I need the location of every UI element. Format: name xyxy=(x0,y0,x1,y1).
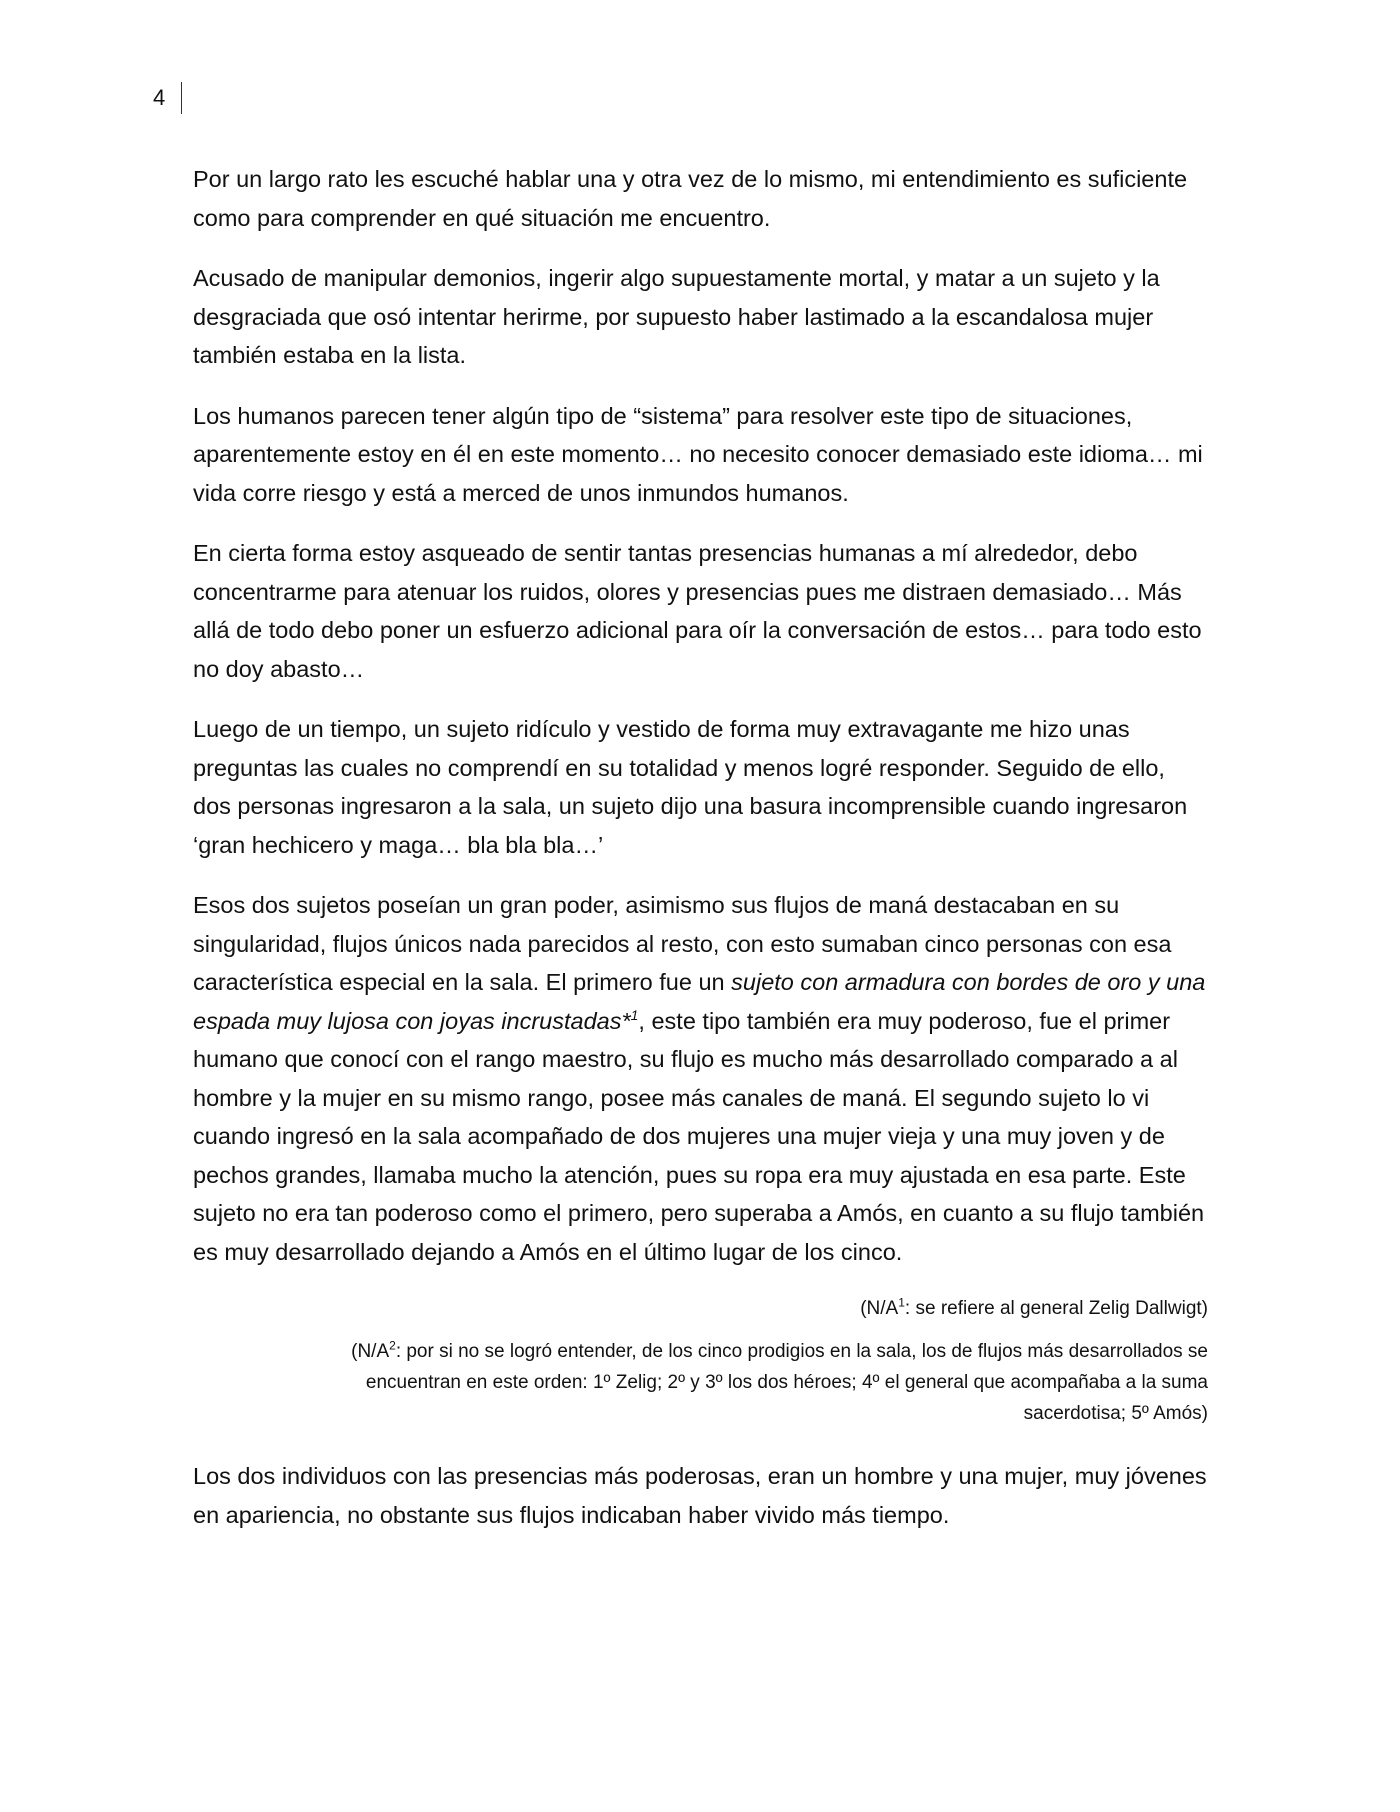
note-1-text: : se refiere al general Zelig Dallwigt) xyxy=(904,1298,1208,1319)
header-divider xyxy=(181,82,182,114)
note-2-text: : por si no se logró entender, de los cinco prodigios en la sala, los de flujos más desarrollados se encuentran en este orden: 1º Zelig; 2º y 3º los dos héroes; 4º el general que acompañaba a la suma sacerdotisa; 5º Amós) xyxy=(365,1341,1208,1424)
author-note-2 xyxy=(193,1336,1208,1429)
note-2-prefix: (N/A xyxy=(351,1341,390,1362)
author-note-1 xyxy=(193,1293,1208,1324)
footnote-ref-1: 1 xyxy=(630,1006,639,1023)
paragraph-3: Los humanos parecen tener algún tipo de “sistema” para resolver este tipo de situaciones, aparentemente estoy en él en este momento… no necesito conocer demasiado este idioma… mi vida corre riesgo y está a merced de unos inmundos humanos. xyxy=(193,402,1203,506)
paragraph-2: Acusado de manipular demonios, ingerir algo supuestamente mortal, y matar a un sujeto y la desgraciada que osó intentar herirme, por supuesto haber lastimado a la escandalosa mujer también estaba en la lista. xyxy=(193,265,1160,368)
paragraph-6-text-b: , este tipo también era muy poderoso, fue el primer humano que conocí con el rango maestro, su flujo es mucho más desarrollado comparado a al hombre y la mujer en su mismo rango, posee más canales de maná. El segundo sujeto lo vi cuando ingresó en la sala acompañado de dos mujeres una mujer vieja y una muy joven y de pechos grandes, llamaba mucho la atención, pues su ropa era muy ajustada en esa parte. Este sujeto no era tan poderoso como el primero, pero superaba a Amós, en cuanto a su flujo también es muy desarrollado dejando a Amós en el último lugar de los cinco. xyxy=(193,1007,1205,1265)
paragraph-6 xyxy=(193,886,1208,1271)
paragraph-5: Luego de un tiempo, un sujeto ridículo y vestido de forma muy extravagante me hizo unas preguntas las cuales no comprendí en su totalidad y menos logré responder. Seguido de ello, dos personas ingresaron a la sala, un sujeto dijo una basura incomprensible cuando ingresaron ‘gran hechicero y maga… bla bla bla…’ xyxy=(193,716,1188,858)
paragraph-6-italic: sujeto con armadura con bordes de oro y una espada muy lujosa con joyas incrustadas* xyxy=(193,969,1206,1034)
page-number: 4 xyxy=(153,85,166,110)
paragraph-1: Por un largo rato les escuché hablar una y otra vez de lo mismo, mi entendimiento es suficiente como para comprender en qué situación me encuentro. xyxy=(193,166,1188,231)
note-1-prefix: (N/A xyxy=(860,1298,899,1319)
document-body xyxy=(193,160,1208,1556)
paragraph-4: En cierta forma estoy asqueado de sentir tantas presencias humanas a mí alrededor, debo concentrarme para atenuar los ruidos, olores y presencias pues me distraen demasiado… Más allá de todo debo poner un esfuerzo adicional para oír la conversación de estos… para todo esto no doy abasto… xyxy=(193,540,1202,682)
note-1-sup: 1 xyxy=(898,1295,905,1310)
note-2-sup: 2 xyxy=(389,1338,396,1353)
paragraph-6-text-a: Esos dos sujetos poseían un gran poder, asimismo sus flujos de maná destacaban en su singularidad, flujos únicos nada parecidos al resto, con esto sumaban cinco personas con esa característica especial en la sala. El primero fue un xyxy=(193,892,1172,995)
paragraph-7: Los dos individuos con las presencias más poderosas, eran un hombre y una mujer, muy jóvenes en apariencia, no obstante sus flujos indicaban haber vivido más tiempo. xyxy=(193,1463,1207,1528)
